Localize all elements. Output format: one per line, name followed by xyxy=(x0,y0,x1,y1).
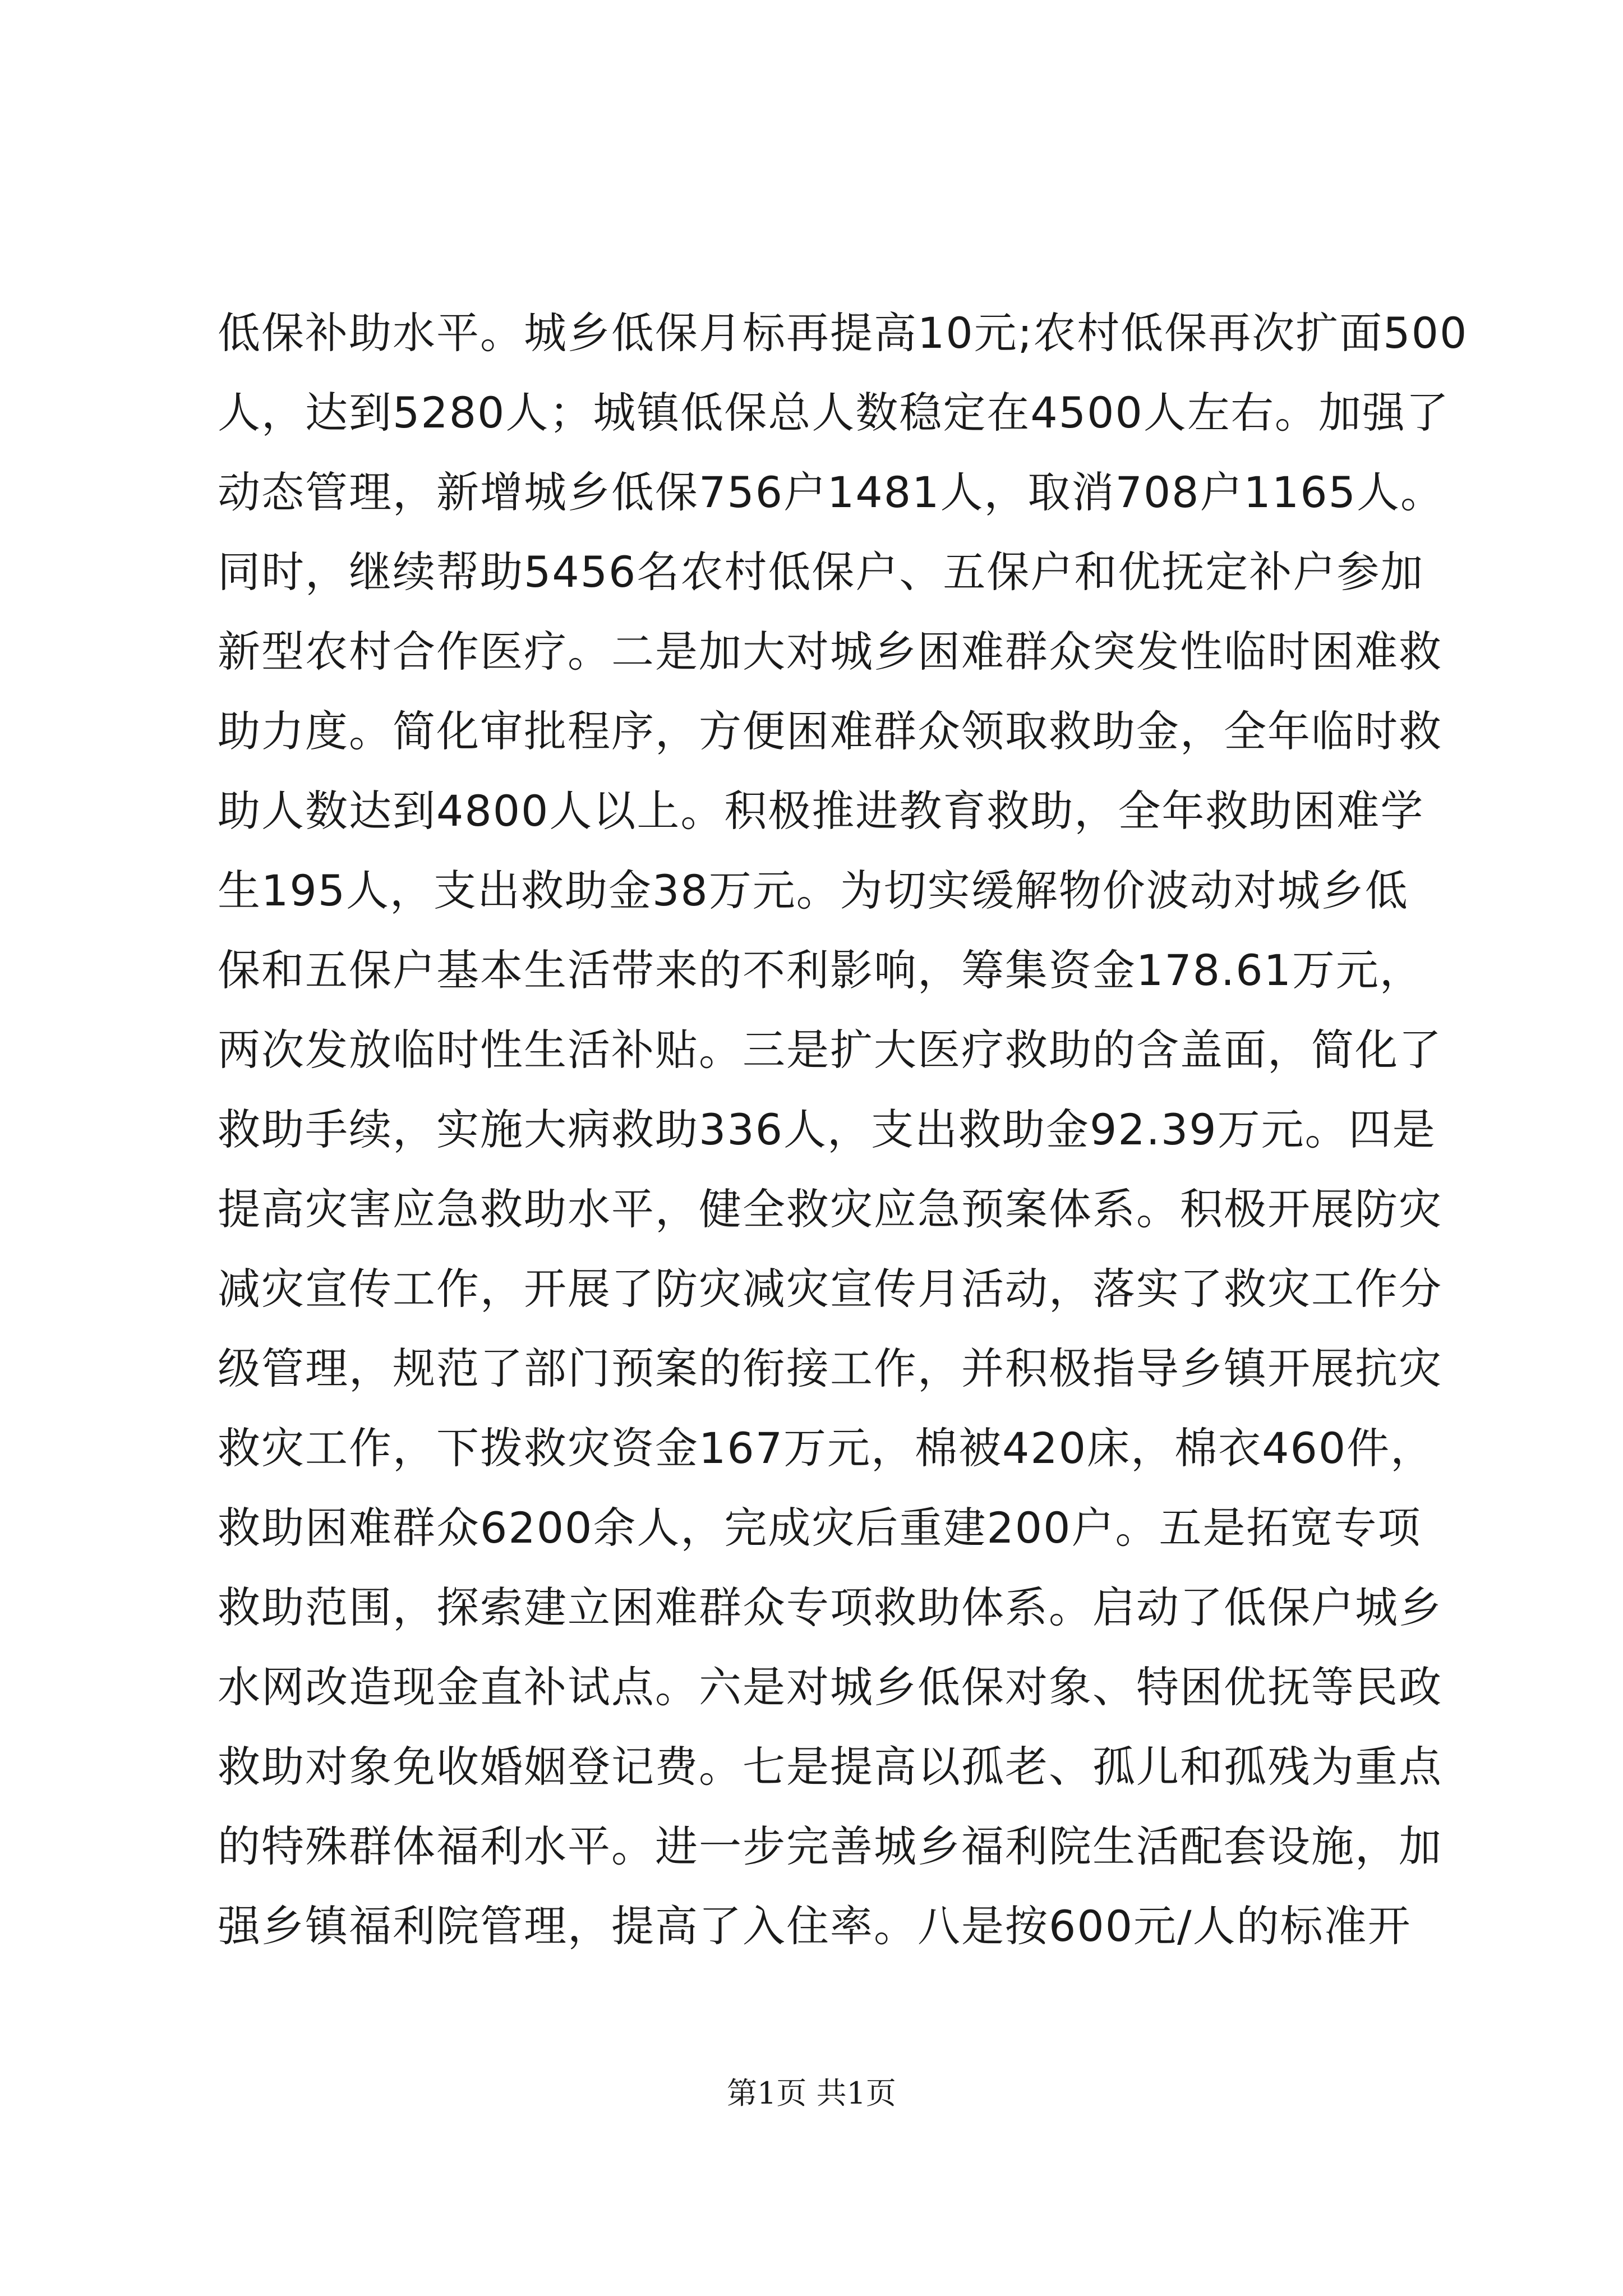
text-line: 保和五保户基本生活带来的不利影响，筹集资金178.61万元， xyxy=(218,945,1423,995)
page-footer: 第1页 共1页 xyxy=(727,2076,896,2111)
text-line: 生195人，支出救助金38万元。为切实缓解物价波动对城乡低 xyxy=(218,866,1409,915)
text-line: 新型农村合作医疗。二是加大对城乡困难群众突发性临时困难救 xyxy=(218,627,1442,677)
text-line: 的特殊群体福利水平。进一步完善城乡福利院生活配套设施，加 xyxy=(218,1821,1442,1871)
text-line: 救助困难群众6200余人，完成灾后重建200户。五是拓宽专项 xyxy=(218,1503,1422,1553)
text-line: 同时，继续帮助5456名农村低保户、五保户和优抚定补户参加 xyxy=(218,547,1424,597)
text-line: 水网改造现金直补试点。六是对城乡低保对象、特困优抚等民政 xyxy=(218,1662,1442,1712)
text-line: 救灾工作，下拨救灾资金167万元，棉被420床，棉衣460件， xyxy=(218,1423,1435,1473)
text-line: 救助手续，实施大病救助336人，支出救助金92.39万元。四是 xyxy=(218,1105,1436,1154)
text-line: 级管理，规范了部门预案的衔接工作，并积极指导乡镇开展抗灾 xyxy=(218,1343,1442,1393)
text-line: 救助范围，探索建立困难群众专项救助体系。启动了低保户城乡 xyxy=(218,1582,1442,1632)
text-line: 救助对象免收婚姻登记费。七是提高以孤老、孤儿和孤残为重点 xyxy=(218,1742,1442,1792)
text-line: 动态管理，新增城乡低保756户1481人，取消708户1165人。 xyxy=(218,467,1444,517)
text-line: 两次发放临时性生活补贴。三是扩大医疗救助的含盖面，简化了 xyxy=(218,1025,1442,1075)
text-line: 强乡镇福利院管理，提高了入住率。八是按600元/人的标准开 xyxy=(218,1901,1412,1951)
text-line: 助人数达到4800人以上。积极推进教育救助，全年救助困难学 xyxy=(218,786,1424,836)
text-line: 助力度。简化审批程序，方便困难群众领取救助金，全年临时救 xyxy=(218,706,1442,756)
body-paragraph xyxy=(218,293,1468,1966)
text-line: 减灾宣传工作，开展了防灾减灾宣传月活动，落实了救灾工作分 xyxy=(218,1264,1442,1314)
text-line: 人，达到5280人；城镇低保总人数稳定在4500人左右。加强了 xyxy=(218,388,1450,438)
text-line: 提高灾害应急救助水平，健全救灾应急预案体系。积极开展防灾 xyxy=(218,1184,1442,1234)
text-line: 低保补助水平。城乡低保月标再提高10元;农村低保再次扩面500 xyxy=(218,308,1468,358)
